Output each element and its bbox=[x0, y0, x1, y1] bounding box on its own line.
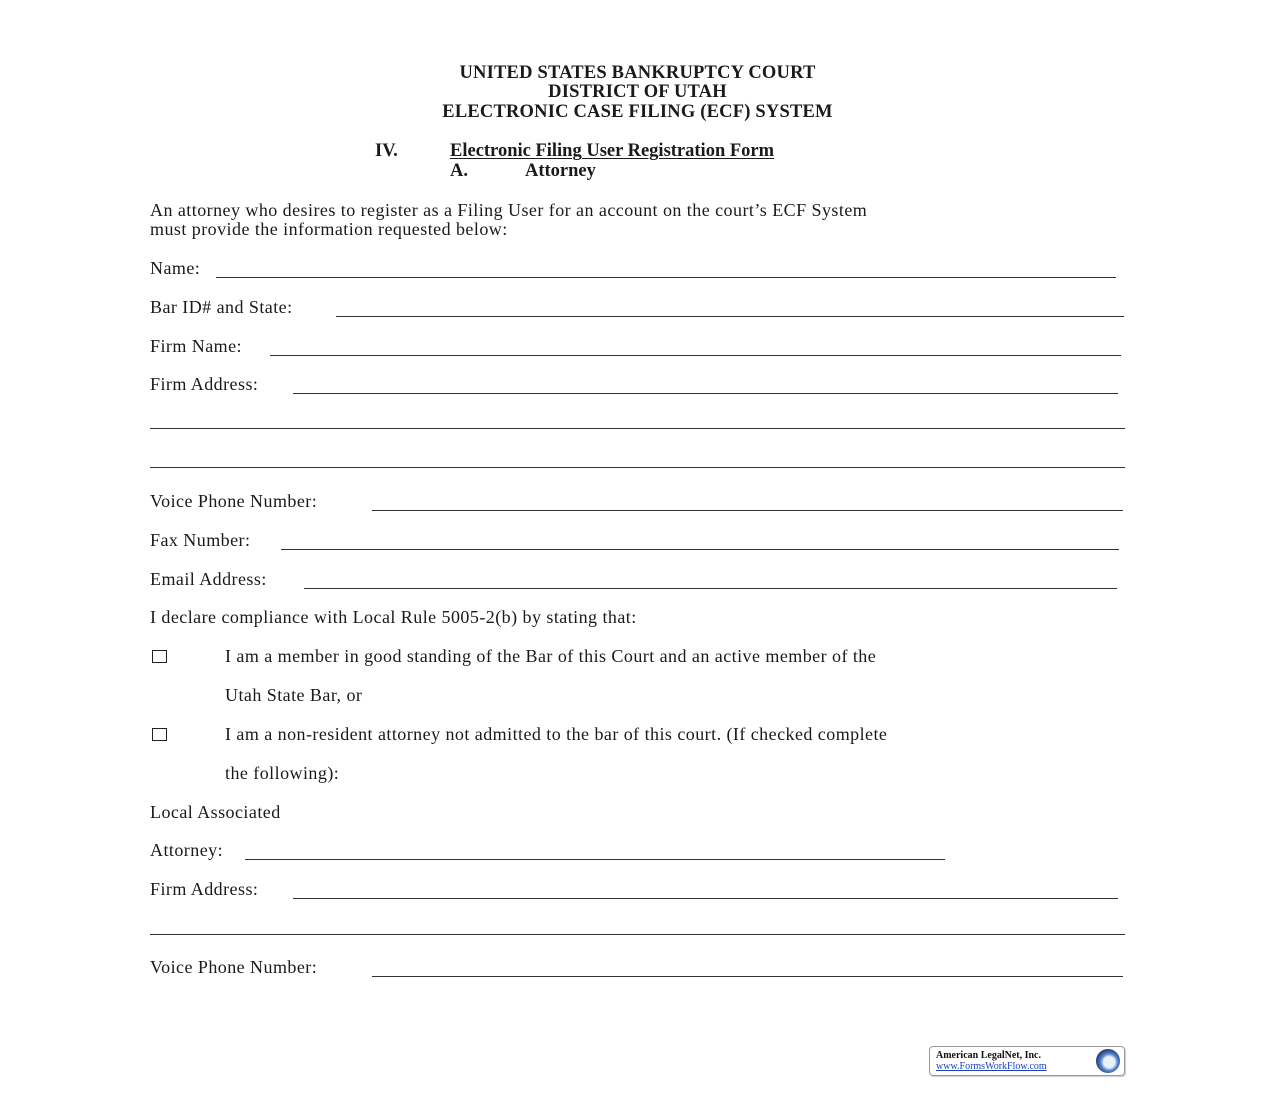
local-attorney-field[interactable] bbox=[150, 840, 947, 862]
section-title-text: Electronic Filing User Registration Form bbox=[450, 141, 775, 161]
firm-address-input-line[interactable] bbox=[293, 393, 1118, 394]
globe-logo-icon bbox=[1096, 1049, 1120, 1073]
firm-address-label: Firm Address: bbox=[150, 374, 259, 394]
email-label: Email Address: bbox=[150, 569, 267, 589]
local-firm-address-input-line[interactable] bbox=[293, 898, 1118, 899]
local-voice-phone-input-line[interactable] bbox=[372, 976, 1123, 977]
badge-company-name: American LegalNet, Inc. bbox=[936, 1050, 1041, 1061]
local-firm-address-label: Firm Address: bbox=[150, 879, 259, 899]
voice-phone-field[interactable] bbox=[150, 491, 1125, 513]
badge-website-link[interactable]: www.FormsWorkFlow.com bbox=[936, 1061, 1047, 1072]
section-title bbox=[450, 141, 774, 161]
section-number: IV. bbox=[375, 141, 398, 161]
name-label: Name: bbox=[150, 258, 201, 278]
local-attorney-input-line[interactable] bbox=[245, 859, 945, 860]
name-input-line[interactable] bbox=[216, 277, 1116, 278]
name-field[interactable] bbox=[150, 258, 1120, 280]
american-legalnet-badge[interactable] bbox=[929, 1046, 1125, 1076]
local-firm-address-line2[interactable] bbox=[150, 934, 1125, 935]
fax-input-line[interactable] bbox=[281, 549, 1119, 550]
firm-name-label: Firm Name: bbox=[150, 336, 242, 356]
member-in-good-standing-checkbox[interactable] bbox=[152, 650, 167, 663]
district-heading: DISTRICT OF UTAH bbox=[548, 82, 727, 102]
option1-text-line2: Utah State Bar, or bbox=[225, 685, 363, 705]
fax-label: Fax Number: bbox=[150, 530, 251, 550]
subsection-title: Attorney bbox=[525, 161, 596, 181]
compliance-statement: I declare compliance with Local Rule 5005-2(b) by stating that: bbox=[150, 607, 637, 627]
firm-name-input-line[interactable] bbox=[270, 355, 1121, 356]
intro-text-line1: An attorney who desires to register as a Filing User for an account on the court’s ECF System bbox=[150, 200, 868, 220]
bar-id-field[interactable] bbox=[150, 297, 1126, 319]
local-associated-heading: Local Associated bbox=[150, 802, 281, 822]
court-name-heading: UNITED STATES BANKRUPTCY COURT bbox=[459, 63, 816, 83]
firm-name-field[interactable] bbox=[150, 336, 1123, 358]
firm-address-line2[interactable] bbox=[150, 428, 1125, 429]
local-firm-address-field[interactable] bbox=[150, 879, 1120, 901]
local-attorney-label: Attorney: bbox=[150, 840, 224, 860]
email-field[interactable] bbox=[150, 569, 1119, 591]
option2-text-line2: the following): bbox=[225, 763, 340, 783]
local-voice-phone-field[interactable] bbox=[150, 957, 1125, 979]
intro-text-line2: must provide the information requested below: bbox=[150, 219, 508, 239]
fax-field[interactable] bbox=[150, 530, 1121, 552]
option2-text-line1: I am a non-resident attorney not admitted to the bar of this court. (If checked complete bbox=[225, 724, 888, 744]
system-heading: ELECTRONIC CASE FILING (ECF) SYSTEM bbox=[442, 102, 833, 122]
email-input-line[interactable] bbox=[304, 588, 1117, 589]
local-voice-phone-label: Voice Phone Number: bbox=[150, 957, 318, 977]
option1-text-line1: I am a member in good standing of the Bar of this Court and an active member of the bbox=[225, 646, 877, 666]
subsection-letter: A. bbox=[450, 161, 468, 181]
voice-phone-label: Voice Phone Number: bbox=[150, 491, 318, 511]
bar-id-input-line[interactable] bbox=[336, 316, 1124, 317]
voice-phone-input-line[interactable] bbox=[372, 510, 1123, 511]
non-resident-attorney-checkbox[interactable] bbox=[152, 728, 167, 741]
bar-id-label: Bar ID# and State: bbox=[150, 297, 293, 317]
firm-address-field[interactable] bbox=[150, 374, 1120, 396]
firm-address-line3[interactable] bbox=[150, 467, 1125, 468]
